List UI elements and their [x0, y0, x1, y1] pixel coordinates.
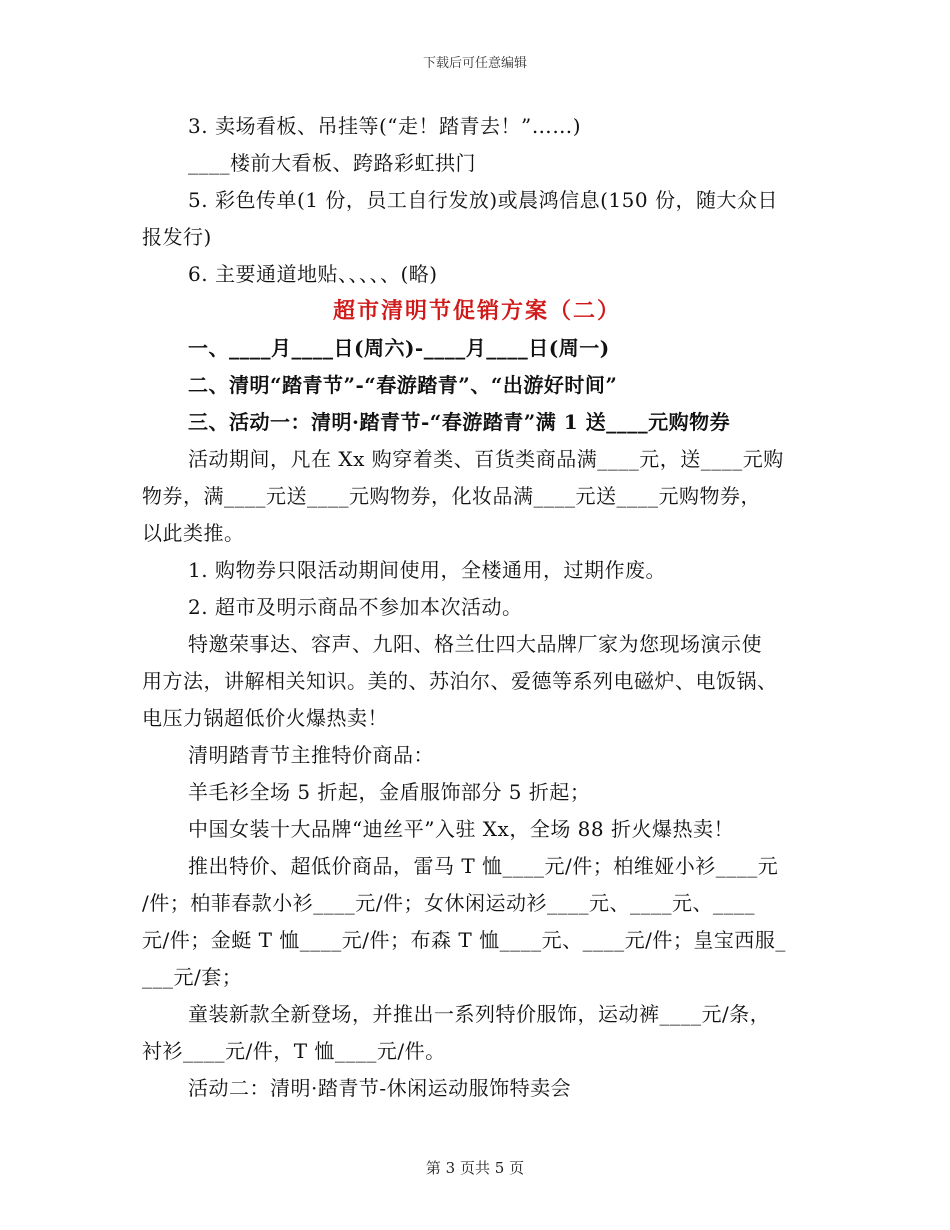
- paragraph-line: 中国女装十大品牌“迪丝平”入驻 Xx，全场 88 折火爆热卖！: [188, 817, 734, 841]
- section-heading: 三、活动一：清明·踏青节-“春游踏青”满 1 送____元购物券: [188, 410, 731, 434]
- paragraph-line: 1. 购物券只限活动期间使用，全楼通用，过期作废。: [188, 558, 666, 582]
- paragraph-line: 2. 超市及明示商品不参加本次活动。: [188, 595, 523, 619]
- section-heading: 二、清明“踏青节”-“春游踏青”、“出游好时间”: [188, 373, 618, 397]
- paragraph-line: ___元/套；: [142, 965, 243, 989]
- paragraph-line: 6. 主要通道地贴、、、、、(略): [188, 262, 438, 286]
- paragraph-line: 衬衫____元/件，T 恤____元/件。: [142, 1039, 446, 1063]
- paragraph-line: ____楼前大看板、跨路彩虹拱门: [188, 151, 476, 175]
- paragraph-line: 3. 卖场看板、吊挂等(“走！踏青去！”……): [188, 114, 581, 138]
- section-title: 超市清明节促销方案（二）: [332, 298, 621, 324]
- paragraph-line: 童装新款全新登场，并推出一系列特价服饰，运动裤____元/条，: [188, 1002, 771, 1026]
- paragraph-line: /件；柏菲春款小衫____元/件；女休闲运动衫____元、____元、____: [142, 891, 755, 915]
- paragraph-line: 清明踏青节主推特价商品：: [188, 743, 434, 767]
- page-number: 第 3 页共 5 页: [425, 1159, 525, 1177]
- paragraph-line: 用方法，讲解相关知识。美的、苏泊尔、爱德等系列电磁炉、电饭锅、: [142, 669, 778, 693]
- paragraph-line: 5. 彩色传单(1 份，员工自行发放)或晨鸿信息(150 份，随大众日: [188, 188, 778, 212]
- page-header: 下载后可任意编辑: [422, 56, 527, 71]
- paragraph-line: 元/件；金蜓 T 恤____元/件；布森 T 恤____元、____元/件；皇宝西服_: [142, 928, 786, 952]
- document-body: [142, 108, 812, 1107]
- paragraph-line: 特邀荣事达、容声、九阳、格兰仕四大品牌厂家为您现场演示使: [188, 632, 762, 656]
- paragraph-line: 活动二：清明·踏青节-休闲运动服饰特卖会: [188, 1076, 572, 1100]
- paragraph-line: 物券，满____元送____元购物券，化妆品满____元送____元购物券，: [142, 484, 761, 508]
- paragraph-line: 电压力锅超低价火爆热卖！: [142, 706, 388, 730]
- paragraph-line: 报发行): [142, 225, 212, 249]
- paragraph-line: 活动期间，凡在 Xx 购穿着类、百货类商品满____元，送____元购: [188, 447, 784, 471]
- paragraph-line: 推出特价、超低价商品，雷马 T 恤____元/件；柏维娅小衫____元: [188, 854, 779, 878]
- section-heading: 一、____月____日(周六)-____月____日(周一): [188, 336, 610, 360]
- paragraph-line: 羊毛衫全场 5 折起，金盾服饰部分 5 折起；: [188, 780, 591, 804]
- paragraph-line: 以此类推。: [142, 521, 245, 545]
